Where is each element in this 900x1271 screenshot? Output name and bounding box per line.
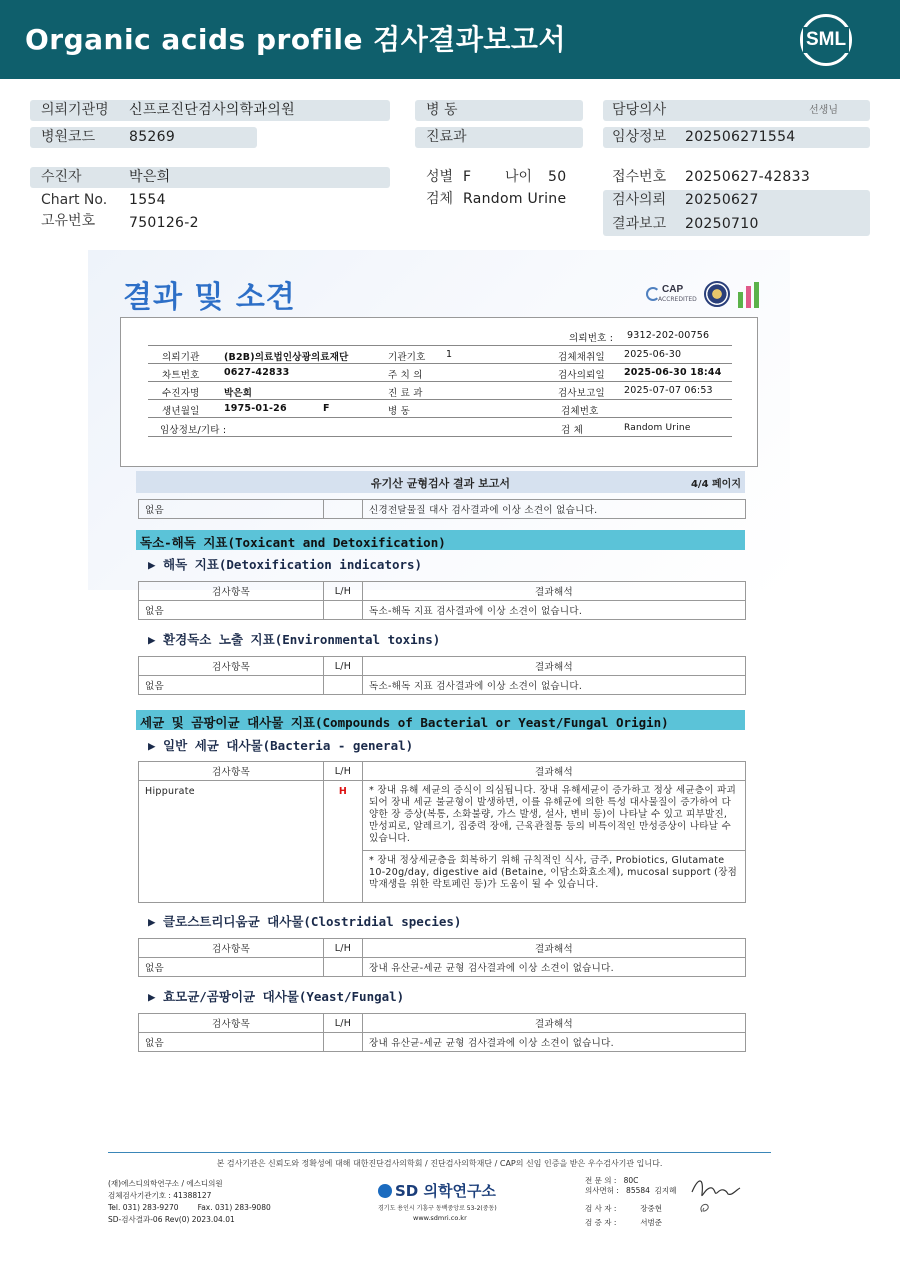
report-heading-bar xyxy=(136,471,745,493)
lh-cell xyxy=(324,601,363,620)
doctor-suffix: 선생님 xyxy=(809,105,838,116)
page-title: Organic acids profile 검사결과보고서 xyxy=(25,23,567,56)
scan-r5-v3: Random Urine xyxy=(624,423,691,433)
th-lh: L/H xyxy=(324,657,363,676)
table-header-row xyxy=(139,939,746,958)
cap-text: CAP xyxy=(662,284,684,295)
scan-r5-l1: 임상정보/기타 : xyxy=(160,425,227,436)
test-req-label: 검사의뢰 xyxy=(612,192,667,208)
item-cell: Hippurate xyxy=(139,781,324,903)
result-cell: 장내 유산균-세균 균형 검사결과에 이상 소견이 없습니다. xyxy=(363,958,746,977)
scan-r3-v3: 2025-07-07 06:53 xyxy=(624,385,713,396)
table-header-row xyxy=(139,582,746,601)
footer-license: 의사면허 : 85584 김지혜 xyxy=(585,1186,677,1195)
result-cell: 장내 유산균-세균 균형 검사결과에 이상 소견이 없습니다. xyxy=(363,1033,746,1052)
scan-r2-l2: 주 치 의 xyxy=(388,370,423,381)
chart-label: Chart No. xyxy=(41,192,108,208)
scan-r2-l1: 차트번호 xyxy=(162,370,200,381)
patient-pill xyxy=(30,167,390,188)
sd-logo-text: SD 의학연구소 xyxy=(395,1182,496,1200)
scan-r3-v1: 박은희 xyxy=(224,388,253,399)
result-cell: 독소-해독 지표 검사결과에 이상 소견이 없습니다. xyxy=(363,601,746,620)
header-bar xyxy=(0,0,900,79)
scan-rule xyxy=(148,436,732,437)
item-cell: 없음 xyxy=(139,500,324,519)
footer-code: 검체검사기관기호 : 41388127 xyxy=(108,1191,212,1200)
footer-rule xyxy=(108,1152,771,1153)
patient-value: 박은희 xyxy=(129,169,171,185)
test-req-value: 20250627 xyxy=(685,192,759,208)
lh-cell xyxy=(324,676,363,695)
hosp-code-value: 85269 xyxy=(129,129,176,145)
scan-req-no-label: 의뢰번호 : xyxy=(569,333,614,344)
clinical-label: 임상정보 xyxy=(612,129,667,145)
lh-cell xyxy=(324,500,363,519)
receipt-value: 20250627-42833 xyxy=(685,169,811,185)
scan-r4-l3: 검체번호 xyxy=(561,406,599,417)
footer-verifier: 검 증 자 : 서범준 xyxy=(585,1218,662,1227)
clostridial-table xyxy=(138,938,746,977)
footer-org: (재)에스디의학연구소 / 에스디의원 xyxy=(108,1179,223,1188)
lab-mark-icon xyxy=(738,282,760,308)
req-org-label: 의뢰기관명 xyxy=(41,102,109,118)
sd-logo-icon xyxy=(378,1184,392,1198)
scan-r2-l3: 검사의뢰일 xyxy=(558,370,605,381)
lh-cell xyxy=(324,1033,363,1052)
specimen-value: Random Urine xyxy=(463,191,567,207)
uid-label: 고유번호 xyxy=(41,213,96,229)
cap-accredited-logo xyxy=(646,284,698,306)
ward-label: 병 동 xyxy=(426,102,458,118)
item-cell: 없음 xyxy=(139,1033,324,1052)
th-result: 결과해석 xyxy=(363,582,746,601)
scan-r3-l3: 검사보고일 xyxy=(558,388,605,399)
item-cell: 없음 xyxy=(139,676,324,695)
scan-rule xyxy=(148,417,732,418)
table-header-row xyxy=(139,762,746,781)
scan-rule xyxy=(148,399,732,400)
lh-high-cell: H xyxy=(324,781,363,903)
th-result: 결과해석 xyxy=(363,1014,746,1033)
yeast-table xyxy=(138,1013,746,1052)
scan-rule xyxy=(148,363,732,364)
scan-title: 결과 및 소견 xyxy=(123,280,296,315)
table-row xyxy=(139,1033,746,1052)
specimen-label: 검체 xyxy=(426,191,454,207)
page-indicator: 4/4 페이지 xyxy=(690,479,741,490)
certification-seal-icon xyxy=(704,281,730,307)
scan-r1-l1: 의뢰기관 xyxy=(162,352,200,363)
th-item: 검사항목 xyxy=(139,657,324,676)
scan-r1-v3: 2025-06-30 xyxy=(624,349,682,360)
footer-contact: Tel. 031) 283-9270 Fax. 031) 283-9080 xyxy=(108,1203,271,1212)
scan-r2-v3: 2025-06-30 18:44 xyxy=(624,367,722,378)
table-row xyxy=(139,500,746,519)
patient-label: 수진자 xyxy=(41,169,82,185)
table-header-row xyxy=(139,1014,746,1033)
sd-logo xyxy=(378,1180,496,1201)
table-row xyxy=(139,958,746,977)
th-lh: L/H xyxy=(324,582,363,601)
hosp-code-label: 병원코드 xyxy=(41,129,96,145)
th-item: 검사항목 xyxy=(139,762,324,781)
th-result: 결과해석 xyxy=(363,657,746,676)
subsection-title: ▶ 일반 세균 대사물(Bacteria - general) xyxy=(148,738,414,753)
th-lh: L/H xyxy=(324,939,363,958)
result-label: 결과보고 xyxy=(612,216,667,232)
table-row xyxy=(139,601,746,620)
result-cell: 독소-해독 지표 검사결과에 이상 소견이 없습니다. xyxy=(363,676,746,695)
result-cell: 신경전달물질 대사 검사결과에 이상 소견이 없습니다. xyxy=(363,500,746,519)
scan-rule xyxy=(148,345,732,346)
result-cell: * 장내 유해 세균의 증식이 의심됩니다. 장내 유해세균이 증가하고 정상 세균층이 파괴되어 장내 세균 불균형이 발생하면, 이를 유해균에 의한 특성 대사물질이 증가하여 다양한 장 증상(복통, 소화불량, 가스 발생, 설사, 변비 등)이 나타날 수 있고 피부발진, 만성피로, 알레르기, 집중력 장애, 근육관절통 등의 비특이적인 만성증상이 나타날 수 있습니다. xyxy=(363,781,746,851)
detox-table xyxy=(138,581,746,620)
subsection-title: ▶ 환경독소 노출 지표(Environmental toxins) xyxy=(148,632,441,647)
th-result: 결과해석 xyxy=(363,762,746,781)
footer-web: www.sdmri.co.kr xyxy=(413,1214,467,1222)
item-cell: 없음 xyxy=(139,601,324,620)
th-item: 검사항목 xyxy=(139,939,324,958)
scan-r4-v1: 1975-01-26 xyxy=(224,403,287,414)
logo-text: SML xyxy=(803,27,849,53)
scan-r5-l3: 검 체 xyxy=(561,425,583,436)
scan-r4-l2: 병 동 xyxy=(388,406,410,417)
scan-r1-v2: 1 xyxy=(446,349,453,360)
footer-note: 본 검사기관은 신뢰도와 정확성에 대해 대한진단검사의학회 / 진단검사의학재단 / CAP의 신임 인증을 받은 우수검사기관 입니다. xyxy=(216,1159,663,1168)
scan-r1-l2: 기관기호 xyxy=(388,352,426,363)
section-band-toxicant xyxy=(136,530,745,550)
th-result: 결과해석 xyxy=(363,939,746,958)
scan-r3-l2: 진 료 과 xyxy=(388,388,423,399)
scan-r3-l1: 수진자명 xyxy=(162,388,200,399)
req-org-value: 신프로진단검사의학과의원 xyxy=(129,102,295,118)
subsection-title: ▶ 클로스트리디움균 대사물(Clostridial species) xyxy=(148,914,462,929)
scan-r1-l3: 검체채취일 xyxy=(558,352,605,363)
cap-subtext: ACCREDITED xyxy=(658,296,697,303)
bacteria-table xyxy=(138,761,746,903)
env-toxins-table xyxy=(138,656,746,695)
section-title: 세균 및 곰팡이균 대사물 지표(Compounds of Bacterial or Yeast/Fungal Origin) xyxy=(140,715,669,730)
table-row xyxy=(139,781,746,851)
item-cell: 없음 xyxy=(139,958,324,977)
sex-value: F xyxy=(463,169,472,185)
th-lh: L/H xyxy=(324,1014,363,1033)
footer-specialist: 전 문 의 : 80C xyxy=(585,1176,639,1185)
scan-r4-l1: 생년월일 xyxy=(162,406,200,417)
scan-r4-v1b: F xyxy=(323,403,330,414)
section-title: 독소-해독 지표(Toxicant and Detoxification) xyxy=(140,535,446,550)
table-header-row xyxy=(139,657,746,676)
receipt-label: 접수번호 xyxy=(612,169,667,185)
clinical-value: 202506271554 xyxy=(685,129,796,145)
chart-value: 1554 xyxy=(129,192,166,208)
subsection-title: ▶ 효모균/곰팡이균 대사물(Yeast/Fungal) xyxy=(148,989,405,1004)
th-lh: L/H xyxy=(324,762,363,781)
table-row xyxy=(139,676,746,695)
footer-rev: SD-검사결과-06 Rev(0) 2023.04.01 xyxy=(108,1215,235,1224)
doctor-label: 담당의사 xyxy=(612,102,667,118)
age-value: 50 xyxy=(548,169,567,185)
sex-label: 성별 xyxy=(426,169,454,185)
age-label: 나이 xyxy=(505,169,533,185)
dept-label: 진료과 xyxy=(426,129,467,145)
scan-req-no: 9312-202-00756 xyxy=(627,330,710,341)
uid-value: 750126-2 xyxy=(129,215,199,231)
th-item: 검사항목 xyxy=(139,582,324,601)
prev-section-table xyxy=(138,499,746,519)
result-cell: * 장내 정상세균층을 회복하기 위해 규칙적인 식사, 금주, Probiotics, Glutamate 10-20g/day, digestive aid (Betaine, 이담소화효소제), mucosal support (장점막재생을 위한 락토페린 등)가 도움이 될 수 있습니다. xyxy=(363,851,746,903)
scan-r1-v1: (B2B)의료법인상광의료재단 xyxy=(224,352,349,363)
lh-cell xyxy=(324,958,363,977)
footer-address: 경기도 용인시 기흥구 동백중앙로 53-2(중동) xyxy=(378,1205,497,1212)
scan-r2-v1: 0627-42833 xyxy=(224,367,290,378)
th-item: 검사항목 xyxy=(139,1014,324,1033)
footer-tester: 검 사 자 : 장중현 xyxy=(585,1204,662,1213)
result-value: 20250710 xyxy=(685,216,759,232)
subsection-title: ▶ 해독 지표(Detoxification indicators) xyxy=(148,557,423,572)
report-heading: 유기산 균형검사 결과 보고서 xyxy=(371,477,510,490)
signature-icon xyxy=(688,1172,744,1218)
scan-rule xyxy=(148,381,732,382)
sml-logo xyxy=(800,14,852,66)
section-band-bacterial xyxy=(136,710,745,730)
